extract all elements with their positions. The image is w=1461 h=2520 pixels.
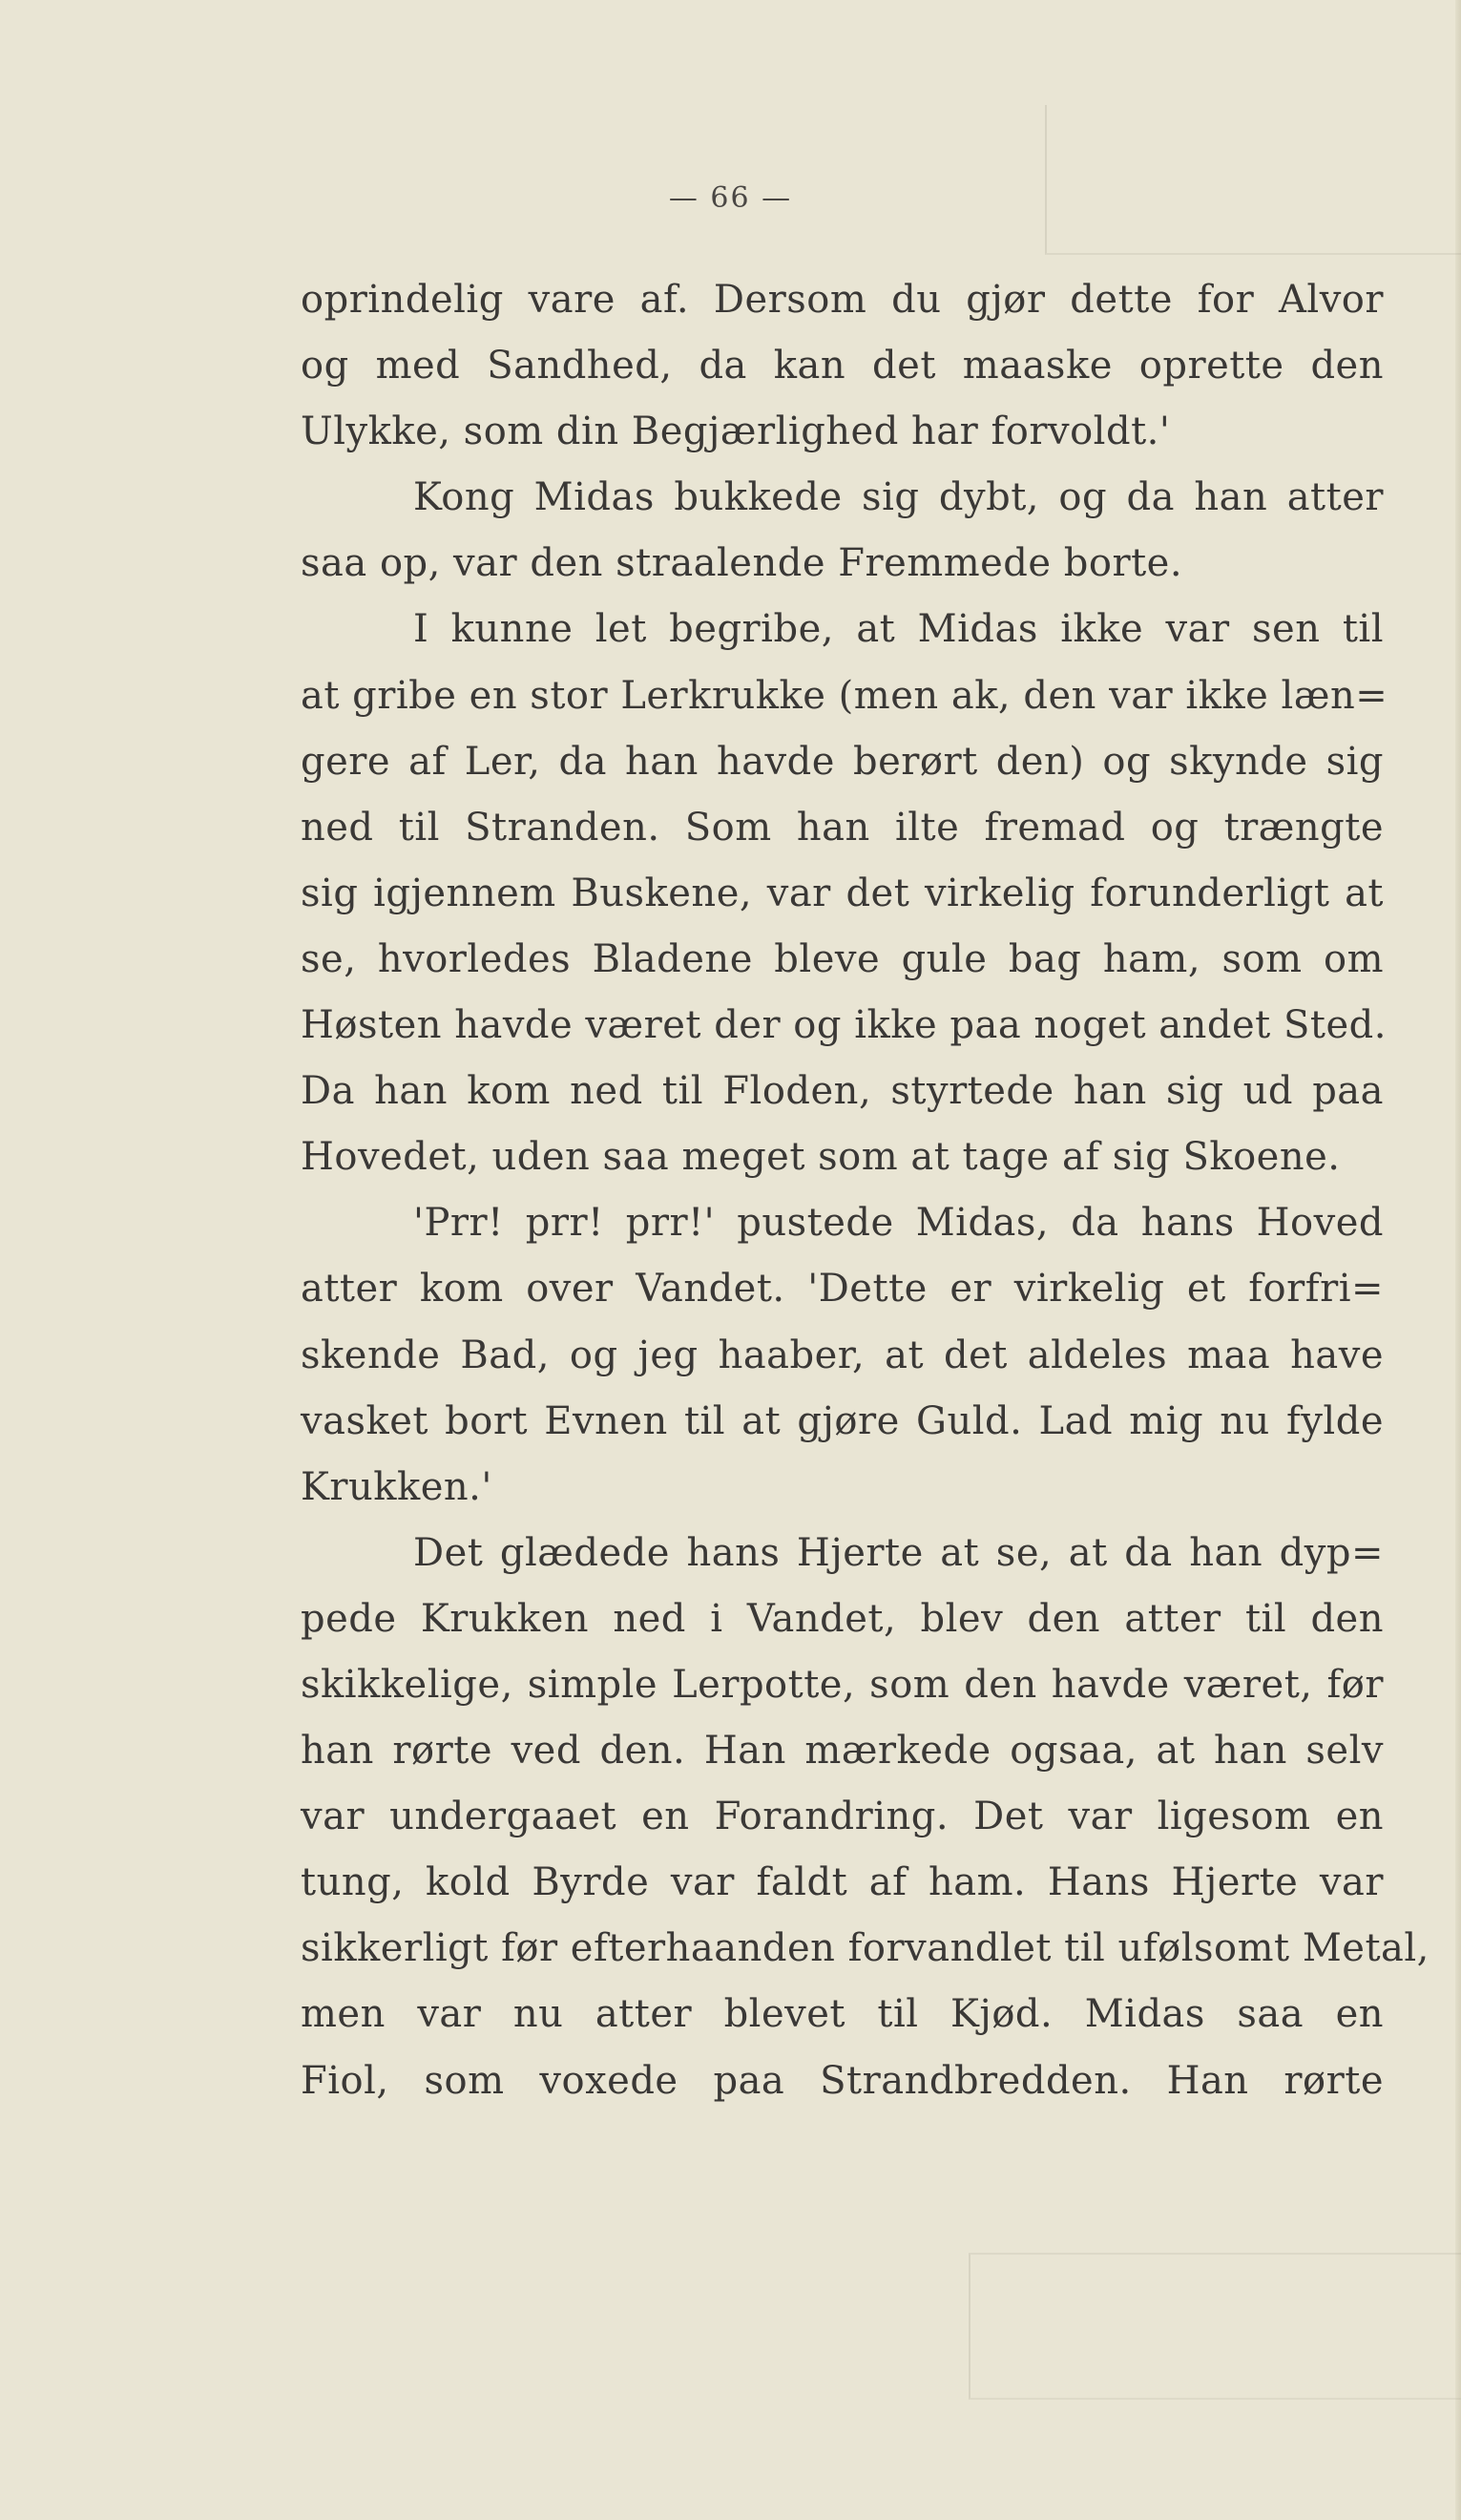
text-line: Ulykke, som din Begjærlighed har forvoldt.' [301,410,1171,454]
show-through-mark-bottom [969,2253,1461,2400]
text-line: se, hvorledes Bladene bleve gule bag ham, som om [301,936,1384,981]
text-line: skikkelige, simple Lerpotte, som den havde været, før [301,1662,1384,1707]
text-line: Krukken.' [301,1464,492,1509]
text-line: ned til Stranden. Som han ilte fremad og trængte [301,805,1384,850]
text-line: gere af Ler, da han havde berørt den) og skynde sig [301,739,1384,784]
text-line: saa op, var den straalende Fremmede borte. [301,541,1183,586]
text-line: atter kom over Vandet. 'Dette er virkelig et forfri= [301,1267,1384,1312]
show-through-mark-top [1045,105,1461,255]
text-line: men var nu atter blevet til Kjød. Midas saa en [301,1992,1384,2037]
text-line: oprindelig vare af. Dersom du gjør dette for Alvor [301,278,1384,322]
text-line: Kong Midas bukkede sig dybt, og da han atter [413,475,1384,520]
text-line: sikkerligt før efterhaanden forvandlet til ufølsomt Metal, [301,1926,1430,1971]
text-line: at gribe en stor Lerkrukke (men ak, den var ikke læn= [301,673,1388,718]
text-line: vasket bort Evnen til at gjøre Guld. Lad mig nu fylde [301,1398,1384,1443]
text-line: var undergaaet en Forandring. Det var ligesom en [301,1795,1384,1839]
text-line: sig igjennem Buskene, var det virkelig forunderligt at [301,871,1384,915]
text-line: Fiol, som voxede paa Strandbredden. Han rørte [301,2058,1384,2103]
text-line: Da han kom ned til Floden, styrtede han sig ud paa [301,1069,1384,1114]
text-line: 'Prr! prr! prr!' pustede Midas, da hans Hoved [413,1201,1384,1246]
text-line: Hovedet, uden saa meget som at tage af sig Skoene. [301,1135,1341,1180]
text-line: pede Krukken ned i Vandet, blev den atter til den [301,1596,1384,1641]
body-text [301,267,1430,2114]
text-line: skende Bad, og jeg haaber, at det aldeles maa have [301,1333,1384,1377]
text-line: tung, kold Byrde var faldt af ham. Hans Hjerte var [301,1860,1384,1905]
text-line: Det glædede hans Hjerte at se, at da han dyp= [413,1530,1384,1575]
paper-edge [1455,0,1461,2520]
page-number: — 66 — [668,181,793,215]
text-line: Høsten havde været der og ikke paa noget andet Sted. [301,1003,1387,1048]
text-line: og med Sandhed, da kan det maaske oprette den [301,344,1384,388]
text-line: I kunne let begribe, at Midas ikke var sen til [413,607,1384,652]
text-line: han rørte ved den. Han mærkede ogsaa, at han selv [301,1729,1384,1774]
